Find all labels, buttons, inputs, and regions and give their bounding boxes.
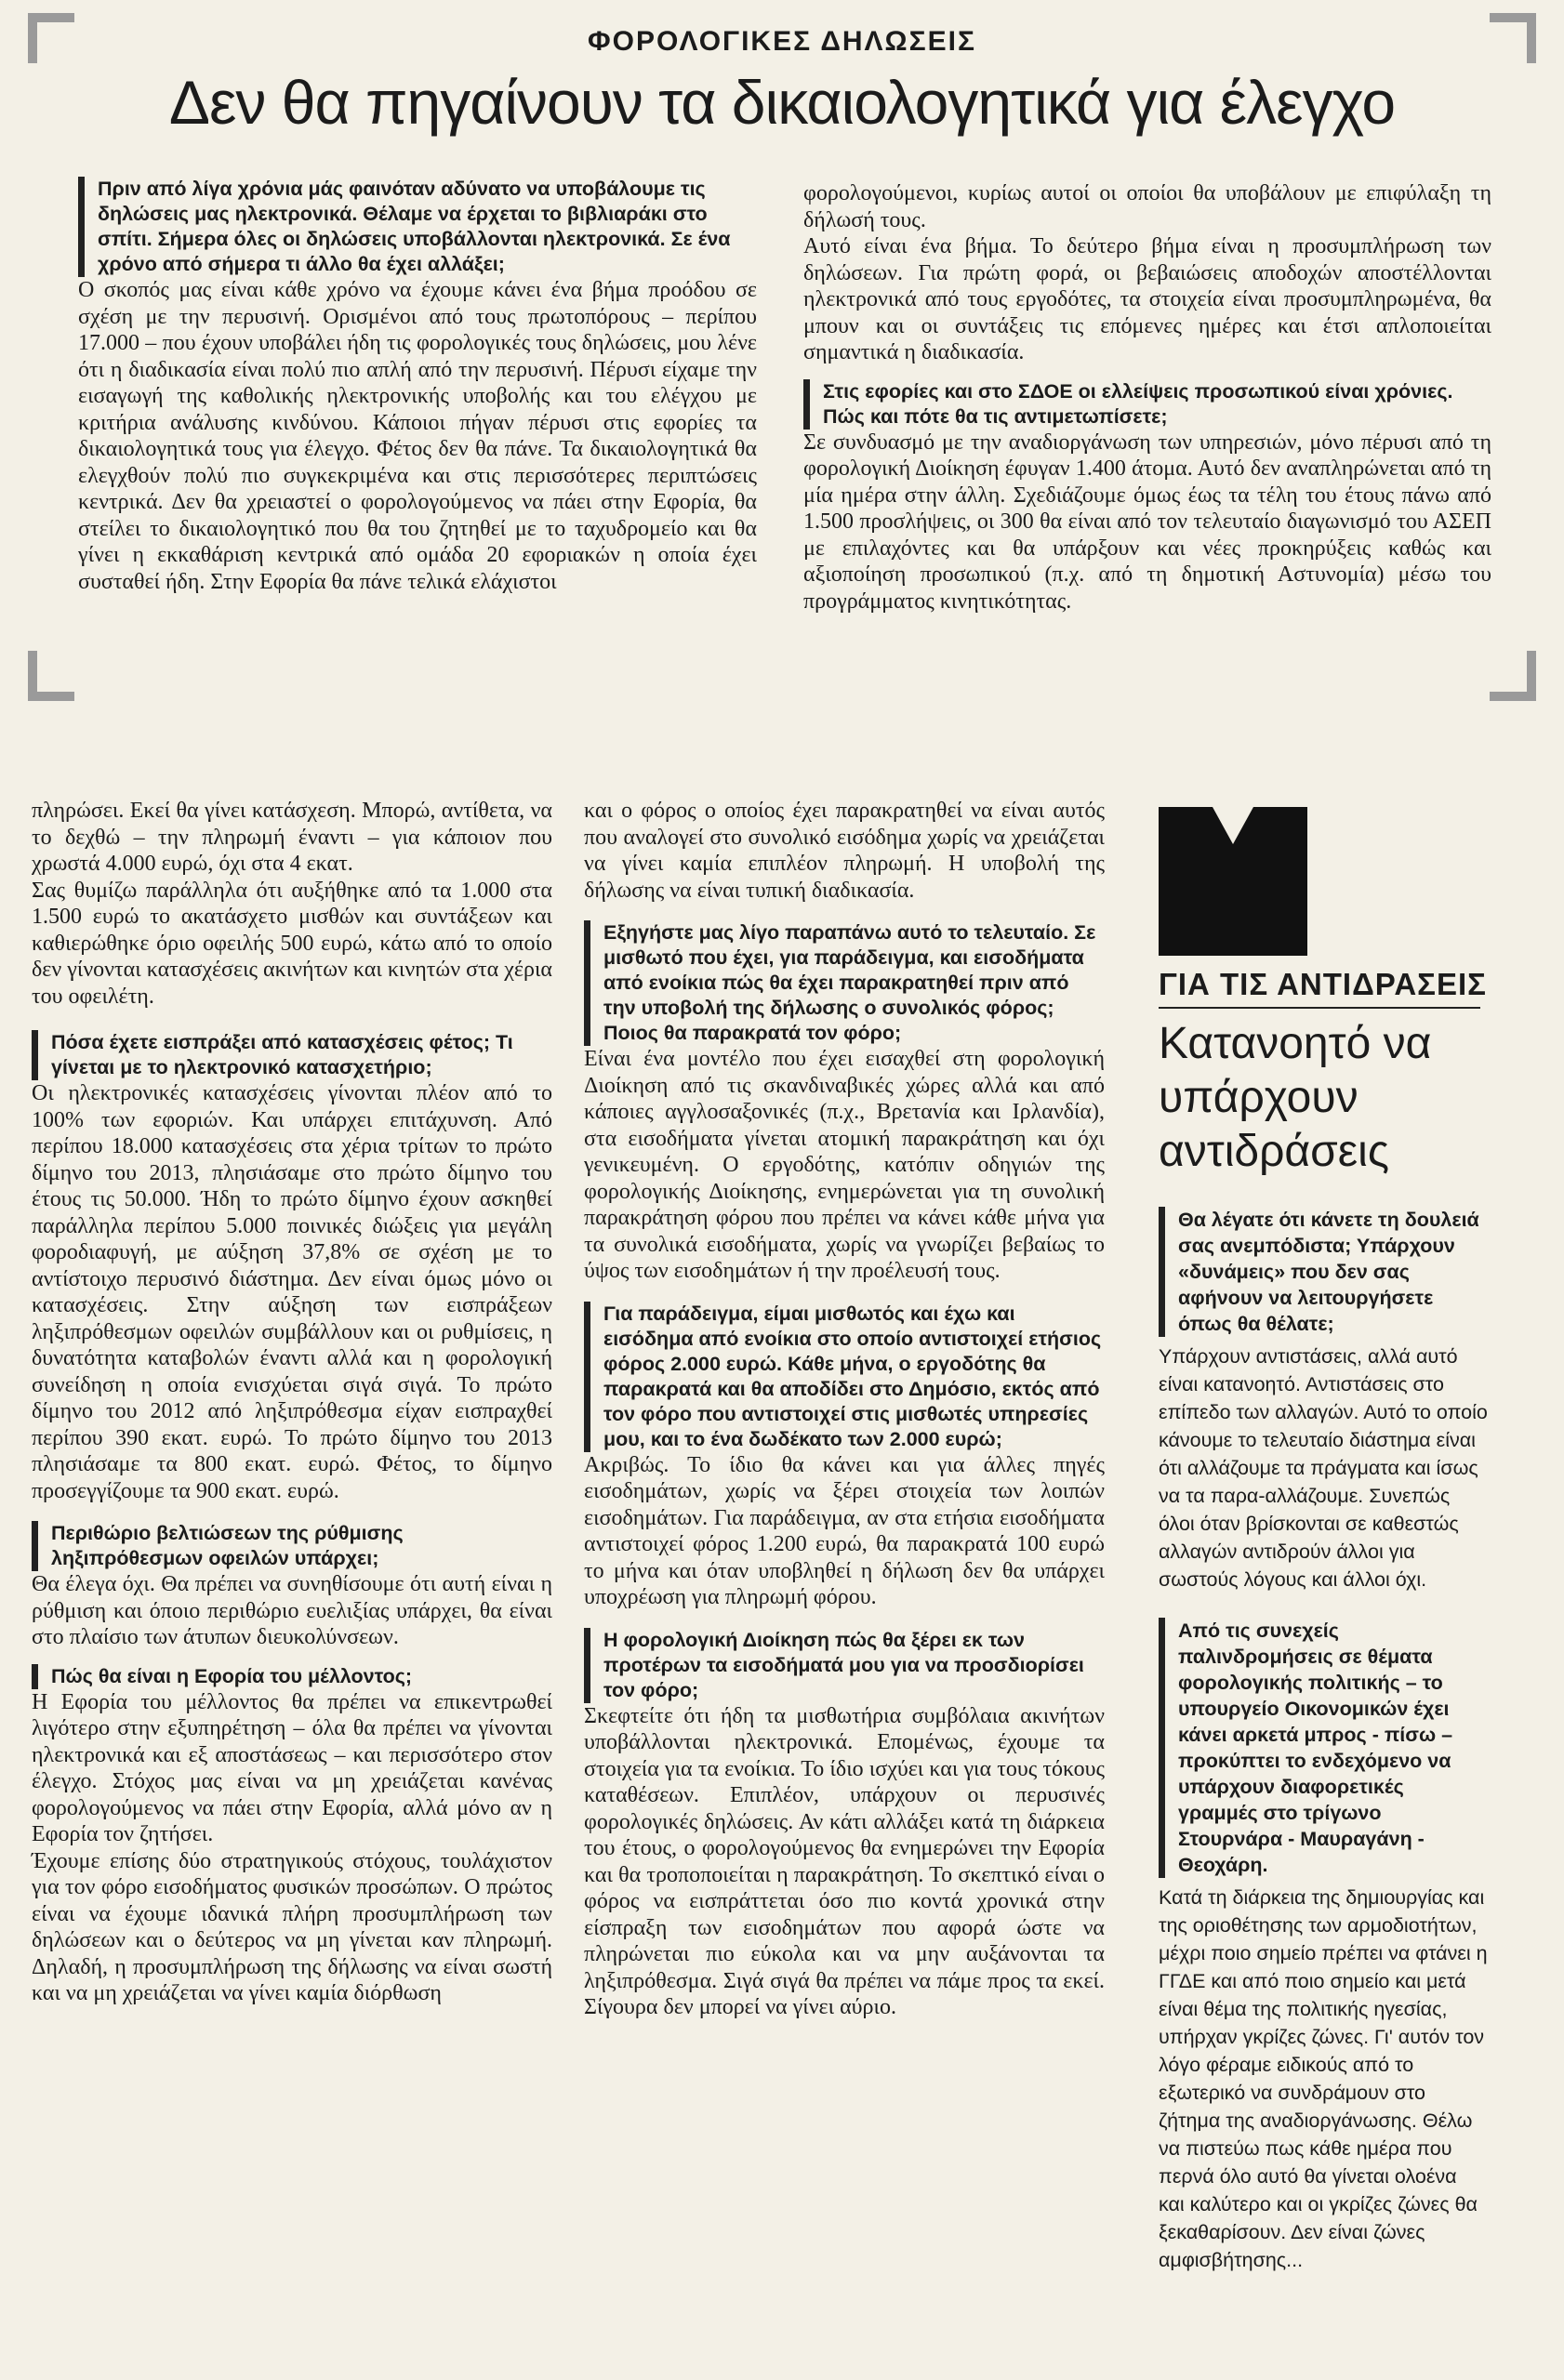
question-future: Πώς θα είναι η Εφορία του μέλλοντος; xyxy=(32,1664,552,1689)
answer-know: Σκεφτείτε ότι ήδη τα μισθωτήρια συμβόλαια ακινήτων υποβάλλονται ηλεκτρονικά. Επομένως, έχουμε τα στοιχεία για τα ενοίκια. Το ίδιο ισχύει και για τους τόκους καταθέσεων. Επιπλέον, υπάρχουν οι περυσινές φορολογικές δηλώσεις. Αν κάτι αλλάξει κατά τη διάρκεια του έτους, ο φορολογούμενος θα ενημερώνει την Εφορία και θα τροποποιείται η παρακράτηση. Το σκεπτικό είναι ο φόρος να εισπράττεται όσο πιο κοντά χρονικά στην είσπραξη των εισοδημάτων που αφορά ώστε να πληρώνεται πιο εύκολα και να μην αυξάνονται τα ληξιπρόθεσμα. Σιγά σιγά θα πρέπει να πάμε προς τα εκεί. Σίγουρα δεν μπορεί να γίνει αύριο. xyxy=(584,1703,1105,2019)
question-know: Η φορολογική Διοίκηση πώς θα ξέρει εκ των προτέρων τα εισοδήματά μου για να προσδιορίσει τον φόρο; xyxy=(584,1628,1105,1703)
intro-column-right xyxy=(803,180,1491,615)
bracket-bottom-left xyxy=(28,651,74,701)
sidebar-body xyxy=(1159,1207,1488,2274)
answer-future-continued: Έχουμε επίσης δύο στρατηγικούς στόχους, τουλάχιστον για τον φόρο εισοδήματος φυσικών προσώπων. Ο πρώτος είναι να έχουμε ιδανικά πλήρη προσυμπλήρωση των δηλώσεων και ο δεύτερος να μη γίνεται καν πληρωμή. Δηλαδή, η προσυμπλήρωση της δήλωσης να είναι σωστή και να μη χρειάζεται να γίνει καμία διόρθωση xyxy=(32,1848,552,2005)
chevron-logo-icon xyxy=(1159,807,1307,956)
answer-explain: Είναι ένα μοντέλο που έχει εισαχθεί στη φορολογική Διοίκηση από τις σκανδιναβικές χώρες αλλά και από κάποιες αγγλοσαξονικές (π.χ., Βρετανία και Ιρλανδία), στα εισοδήματα γίνεται ατομική παρακράτηση και όχι γενικευμένη. Ο εργοδότης, κατόπιν οδηγιών της φορολογικής Διοίκησης, ενημερώνεται για τη συνολική παρακράτηση φόρου που πρέπει να κάνει κάθε μήνα για τα συνολικά εισοδήματα, χωρίς να γνωρίζει βεβαίως το ύψος των εισοδημάτων ή την προέλευσή τους. xyxy=(584,1047,1105,1283)
article-headline: Δεν θα πηγαίνουν τα δικαιολογητικά για έλεγχο xyxy=(168,68,1396,137)
answer-future: Η Εφορία του μέλλοντος θα πρέπει να επικεντρωθεί λιγότερο στην εξυπηρέτηση – όλα θα πρέπει να γίνονται ηλεκτρονικά και εξ αποστάσεως – και περισσότερο στον έλεγχο. Στόχος μας είναι να μη χρειάζεται κανένας φορολογούμενος να πάει στην Εφορία, αλλά μόνο αν η Εφορία τον ζητήσει. xyxy=(32,1689,552,1846)
answer-staff: Σε συνδυασμό με την αναδιοργάνωση των υπηρεσιών, μόνο πέρυσι από τη φορολογική Διοίκηση έφυγαν 1.400 άτομα. Αυτό δεν αναπληρώνεται από τη μία ημέρα στην άλλη. Σχεδιάζουμε όμως έως τα τέλη του έτους πάνω από 1.500 προσλήψεις, οι 300 θα είναι από τον τελευταίο διαγωνισμό του ΑΣΕΠ με επιλαχόντες και θα υπάρξουν και νέες προκηρύξεις καθώς και αξιοποίηση προσωπικού (π.χ. από τη δημοτική Αστυνομία) μέσω του προγράμματος κινητικότητας. xyxy=(803,430,1491,614)
question-margin: Περιθώριο βελτιώσεων της ρύθμισης ληξιπρόθεσμων οφειλών υπάρχει; xyxy=(32,1521,552,1571)
column-2 xyxy=(584,798,1105,2021)
sidebar-headline: Κατανοητό να υπάρχουν αντιδράσεις xyxy=(1159,1019,1432,1176)
sidebar-answer-1: Υπάρχουν αντιστάσεις, αλλά αυτό είναι κατανοητό. Αντιστάσεις στο επίπεδο των αλλαγών. Αυτό το οποίο κάνουμε το τελευταίο διάστημα είναι ότι αλλάζουμε τα πράγματα και ίσως να τα παρα-αλλάζουμε. Συνεπώς όλοι όταν βρίσκονται σε καθεστώς αλλαγών αντιδρούν άλλοι για σωστούς λόγους και άλλοι όχι. xyxy=(1159,1345,1488,1591)
sidebar-question-2: Από τις συνεχείς παλινδρομήσεις σε θέματα φορολογικής πολιτικής – το υπουργείο Οικονομικών έχει κάνει αρκετά μπρος - πίσω – προκύπτει το ενδεχόμενο να υπάρχουν διαφορετικές γραμμές στο τρίγωνο Στουρνάρα - Μαυραγάνη - Θεοχάρη. xyxy=(1159,1618,1488,1878)
bracket-bottom-right xyxy=(1490,651,1536,701)
intro-answer: Ο σκοπός μας είναι κάθε χρόνο να έχουμε κάνει ένα βήμα προόδου σε σχέση με την περυσινή. Ορισμένοι από τους πρωτοπόρους – περίπου 17.000 – που έχουν υποβάλει ήδη τις φορολογικές τους δηλώσεις, μου λένε ότι η διαδικασία είναι πολύ πιο απλή από την περυσινή. Πέρυσι είχαμε την εισαγωγή της καθολικής ηλεκτρονικής υποβολής και του ελέγχου με κριτήρια ανάλυσης κινδύνου. Κάποιοι πήγαν πέρυσι στις εφορίες τα δικαιολογητικά τους για έλεγχο. Φέτος δεν θα πάνε. Τα δικαιολογητικά θα ελεγχθούν πολύ πιο συγκεκριμένα και στις περισσότερες περιπτώσεις κεντρικά. Δεν θα χρειαστεί ο φορολογούμενος να πάει στην Εφορία, θα στείλει το δικαιολογητικό που θα του ζητηθεί με το ταχυδρομείο και θα γίνει η εκκαθάριση κεντρικά από ομάδα 20 εφοριακών η οποία έχει συσταθεί ήδη. Στην Εφορία θα πάνε τελικά ελάχιστοι xyxy=(78,278,757,594)
sidebar-divider xyxy=(1159,1007,1480,1009)
question-example: Για παράδειγμα, είμαι μισθωτός και έχω και εισόδημα από ενοίκια στο οποίο αντιστοιχεί ετήσιος φόρος 2.000 ευρώ. Κάθε μήνα, ο εργοδότης θα παρακρατά και θα αποδίδει στο Δημόσιο, εκτός από τον φόρο που αντιστοιχεί στις μισθωτές υπηρεσίες μου, και το ένα δωδέκατο των 2.000 ευρώ; xyxy=(584,1302,1105,1452)
intro-column-left xyxy=(78,177,757,595)
paragraph: πληρώσει. Εκεί θα γίνει κατάσχεση. Μπορώ, αντίθετα, να το δεχθώ – την πληρωμή έναντι – για κάποιον που χρωστά 4.000 ευρώ, όχι στα 4 εκατ. xyxy=(32,799,552,876)
sidebar-answer-2: Κατά τη διάρκεια της δημιουργίας και της οριοθέτησης των αρμοδιοτήτων, μέχρι ποιο σημείο πρέπει να φτάνει η ΓΓΔΕ και από ποιο σημείο και μετά είναι θέμα της πολιτικής ηγεσίας, υπήρχαν γκρίζες ζώνες. Γι' αυτόν τον λόγο φέραμε ειδικούς από το εξωτερικό να συνδράμουν στο ζήτημα της αναδιοργάνωσης. Θέλω να πιστεύω πως κάθε ημέρα που περνά όλο αυτό θα γίνεται ολοένα και καλύτερο και οι γκρίζες ζώνες θα ξεκαθαρίσουν. Δεν είναι ζώνες αμφισβήτησης... xyxy=(1159,1886,1488,2271)
paragraph: φορολογούμενοι, κυρίως αυτοί οι οποίοι θα υποβάλουν με επιφύλαξη τη δήλωσή τους. xyxy=(803,181,1491,232)
article-kicker: ΦΟΡΟΛΟΓΙΚΕΣ ΔΗΛΩΣΕΙΣ xyxy=(588,26,976,57)
sidebar-question-1: Θα λέγατε ότι κάνετε τη δουλειά σας ανεμπόδιστα; Υπάρχουν «δυνάμεις» που δεν σας αφήνουν να λειτουργήσετε όπως θα θέλατε; xyxy=(1159,1207,1488,1337)
sidebar-kicker: ΓΙΑ ΤΙΣ ΑΝΤΙΔΡΑΣΕΙΣ xyxy=(1159,967,1487,1001)
column-1 xyxy=(32,798,552,2007)
answer-example: Ακριβώς. Το ίδιο θα κάνει και για άλλες πηγές εισοδημάτων, χωρίς να ξέρει στοιχεία των λοιπών εισοδημάτων. Για παράδειγμα, αν στα ετήσια εισοδήματα αντιστοιχεί φόρος 1.200 ευρώ, θα παρακρατά 100 ευρώ το μήνα και όταν υποβληθεί η δήλωση δεν θα υπάρχει υποχρέωση για πληρωμή φόρου. xyxy=(584,1452,1105,1609)
intro-question: Πριν από λίγα χρόνια μάς φαινόταν αδύνατο να υποβάλουμε τις δηλώσεις μας ηλεκτρονικά. Θέλαμε να έρχεται το βιβλιαράκι στο σπίτι. Σήμερα όλες οι δηλώσεις υποβάλλονται ηλεκτρονικά. Σε ένα χρόνο από σήμερα τι άλλο θα έχει αλλάξει; xyxy=(78,177,757,277)
question-seizures: Πόσα έχετε εισπράξει από κατασχέσεις φέτος; Τι γίνεται με το ηλεκτρονικό κατασχετήριο; xyxy=(32,1030,552,1080)
paragraph: Αυτό είναι ένα βήμα. Το δεύτερο βήμα είναι η προσυμπλήρωση των δηλώσεων. Για πρώτη φορά, οι βεβαιώσεις αποδοχών αποστέλλονται ηλεκτρονικά από τους εργοδότες, τα στοιχεία είναι προσυμπληρωμένα, θα μπουν και οι συντάξεις τις επόμενες ημέρες και έτσι απλοποιείται σημαντικά η διαδικασία. xyxy=(803,234,1491,364)
answer-seizures: Οι ηλεκτρονικές κατασχέσεις γίνονται πλέον από το 100% των εφοριών. Και υπάρχει επιτάχυνση. Από περίπου 18.000 κατασχέσεις στα χέρια τρίτων το πρώτο δίμηνο του 2013, πλησιάσαμε στο πρώτο δίμηνο του έτους τις 50.000. Ήδη το πρώτο δίμηνο έχουν ασκηθεί παράλληλα περίπου 5.000 ποινικές διώξεις για μεγάλη φοροδιαφυγή, με αύξηση 37,8% σε σχέση με το αντίστοιχο περυσινό διάστημα. Δεν είναι όμως μόνο οι κατασχέσεις. Στην αύξηση των εισπράξεων ληξιπρόθεσμων οφειλών συμβάλλουν και οι ρυθμίσεις, η δυνατότητα καταβολών έναντι αλλά και η φορολογική συνείδηση η οποία ενισχύεται σιγά σιγά. Το πρώτο δίμηνο του 2012 από ληξιπρόθεσμα είχαν εισπραχθεί περίπου 390 εκατ. ευρώ. Το πρώτο δίμηνο του 2013 πλησιάσαμε τα 800 εκατ. ευρώ. Φέτος, το δίμηνο προσεγγίζουμε τα 900 εκατ. ευρώ. xyxy=(32,1081,552,1503)
answer-margin: Θα έλεγα όχι. Θα πρέπει να συνηθίσουμε ότι αυτή είναι η ρύθμιση και όποιο περιθώριο ευελιξίας υπάρχει, θα είναι στο πλαίσιο των άτυπων διευκολύνσεων. xyxy=(32,1572,552,1649)
paragraph: και ο φόρος ο οποίος έχει παρακρατηθεί να είναι αυτός που αναλογεί στο συνολικό εισόδημα χωρίς να χρειάζεται να γίνει καμία επιπλέον πληρωμή. Η υποβολή της δήλωσης να είναι τυπική διαδικασία. xyxy=(584,799,1105,903)
question-staff: Στις εφορίες και στο ΣΔΟΕ οι ελλείψεις προσωπικού είναι χρόνιες. Πώς και πότε θα τις αντιμετωπίσετε; xyxy=(803,379,1491,430)
paragraph: Σας θυμίζω παράλληλα ότι αυξήθηκε από τα 1.000 στα 1.500 ευρώ το ακατάσχετο μισθών και συντάξεων και καθιερώθηκε όριο οφειλής 500 ευρώ, κάτω από το οποίο δεν γίνονται κατασχέσεις ακινήτων και κινητών στα χέρια του οφειλέτη. xyxy=(32,878,552,1009)
question-explain: Εξηγήστε μας λίγο παραπάνω αυτό το τελευταίο. Σε μισθωτό που έχει, για παράδειγμα, και εισοδήματα από ενοίκια πώς θα έχει παρακρατηθεί πριν από την υποβολή της δήλωσης ο συνολικός φόρος; Ποιος θα παρακρατά τον φόρο; xyxy=(584,920,1105,1046)
